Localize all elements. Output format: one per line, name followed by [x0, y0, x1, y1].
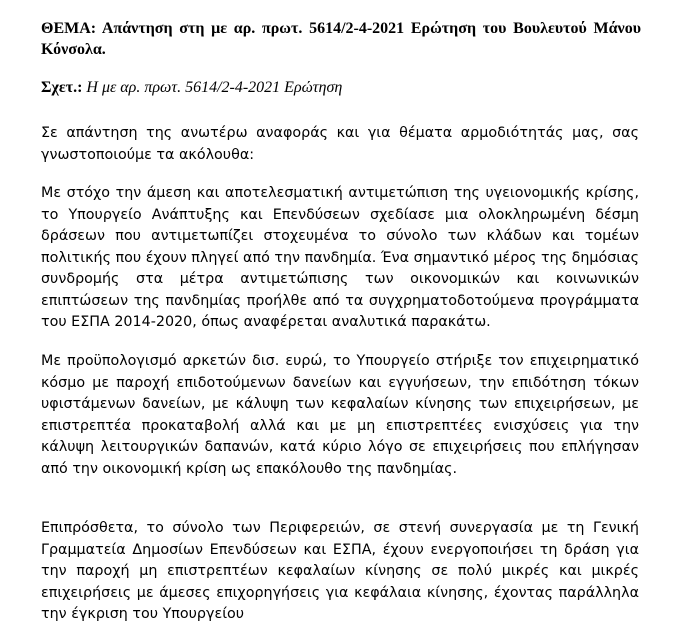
paragraph-budget-support: Με προϋπολογισμό αρκετών δισ. ευρώ, το Υπουργείο στήριξε τον επιχειρηματικό κόσμο με παροχή επιδοτούμενων δανείων και εγγυήσεων, την επιδότηση τόκων υφιστάμενων δανείων, με κάλυψη των κεφαλαίων κίνησης των επιχειρήσεων, με επιστρεπτέα προκαταβολή αλλά και με μη επιστρεπτέες ενισχύσεις για την κάλυψη λειτουργικών δαπανών, κατά κύριο λόγο σε επιχειρήσεις που επλήγησαν από την οικονομική κρίση ως επακόλουθο της πανδημίας. [41, 353, 639, 477]
reference-text: Η με αρ. πρωτ. 5614/2-4-2021 Ερώτηση [82, 79, 343, 96]
paragraph-intro: Σε απάντηση της ανωτέρω αναφοράς και για θέματα αρμοδιότητάς μας, σας γνωστοποιούμε τα ακόλουθα: [41, 125, 639, 163]
subject-heading: ΘΕΜΑ: Απάντηση στη με αρ. πρωτ. 5614/2-4-2021 Ερώτηση του Βουλευτού Μάνου Κόνσολα. [41, 20, 641, 58]
reference-line [41, 77, 641, 98]
paragraph-regions: Επιπρόσθετα, το σύνολο των Περιφερειών, σε στενή συνεργασία με τη Γενική Γραμματεία Δημοσίων Επενδύσεων και ΕΣΠΑ, έχουν ενεργοποιήσει τη δράση για την παροχή μη επιστρεπτέων κεφαλαίων κίνησης σε πολύ μικρές και μικρές επιχειρήσεις με άμεσες επιχορηγήσεις για κεφάλαια κίνησης, έχοντας παράλληλα την έγκριση του Υπουργείου [41, 520, 639, 622]
reference-label: Σχετ.: [41, 79, 83, 96]
paragraph-crisis-response: Με στόχο την άμεση και αποτελεσματική αντιμετώπιση της υγειονομικής κρίσης, το Υπουργείο Ανάπτυξης και Επενδύσεων σχεδίασε μια ολοκληρωμένη δέσμη δράσεων που αντιμετωπίζει στοχευμένα το σύνολο των κλάδων και τομέων πολιτικής που έχουν πληγεί από την πανδημία. Ένα σημαντικό μέρος της δημόσιας συνδρομής στα μέτρα αντιμετώπισης των οικονομικών και κοινωνικών επιπτώσεων της πανδημίας προήλθε από τα συγχρηματοδοτούμενα προγράμματα του ΕΣΠΑ 2014-2020, όπως αναφέρεται αναλυτικά παρακάτω. [41, 185, 639, 330]
